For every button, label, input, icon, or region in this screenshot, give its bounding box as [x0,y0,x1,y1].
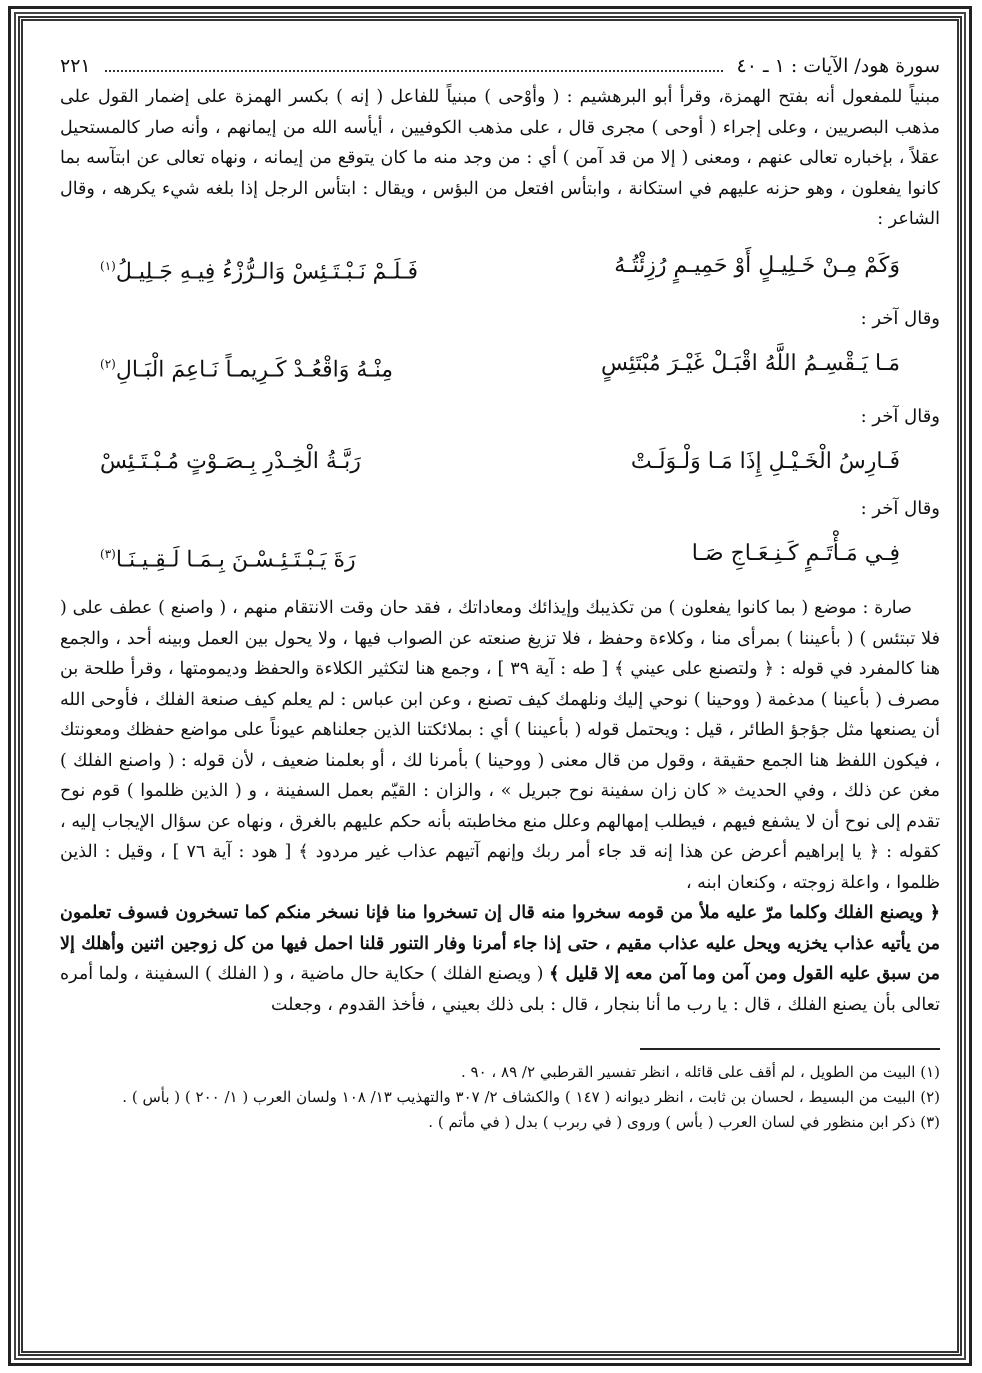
verse-4-intro: وقال آخر : [860,498,940,520]
header-dot-leader [105,70,723,72]
header-title: سورة هود/ الآيات : ١ ـ ٤٠ [736,55,940,77]
footnote-2: (٢) البيت من البسيط ، لحسان بن ثابت ، انظر ديوانه ( ١٤٧ ) والكشاف ٢/ ٣٠٧ والتهذيب ١٣/ ١٠٨ ولسان العرب ( ١/ ٢٠٠ ) ( بأس ) . [122,1088,940,1107]
verse-3-intro: وقال آخر : [860,406,940,428]
footnote-separator [640,1048,940,1050]
footnote-ref-3: (٣) [100,547,116,562]
footnote-ref-2: (٢) [100,356,116,371]
running-header [60,55,940,78]
quran-verse-bold: ﴿ ويصنع الفلك وكلما مرّ عليه ملأ من قومه سخروا منه قال إن تسخروا منا فإنا نسخر منكم كما تسخرون فسوف تعلمون من يأتيه عذاب يخزيه ويحل عليه عذاب مقيم ، حتى إذا جاء أمرنا وفار التنور قلنا احمل فيها من كل زوجين اثنين وأهلك إلا من سبق عليه القول ومن آمن وما آمن معه إلا قليل ﴾ [60,903,940,985]
page-number: ٢٢١ [60,55,91,77]
poem-verse-2 [100,347,900,387]
footnote-ref-1: (١) [100,258,116,273]
verse-4-first-hemistich: فِـي مَـأْتَـمٍ كَـنِـعَـاجِ صَـا [691,541,900,567]
verse-2-first-hemistich: مَـا يَـقْسِـمُ اللَّهُ اقْبَـلْ غَيْـرَ مُبْتَئِسٍ [600,350,900,376]
verse-1-second-hemistich: فَـلَـمْ نَـبْـتَـئِسْ وَالـرُّزْءُ فِيـهِ جَـلِيـلُ$^{(١)}$ [100,258,419,284]
poem-verse-3 [100,445,900,479]
footnote-1: (١) البيت من الطويل ، لم أقف على قائله ، انظر تفسير القرطبي ٢/ ٨٩ ، ٩٠ . [460,1063,940,1082]
verse-2-second-hemistich: مِنْـهُ وَاقْعُـدْ كَـرِيمـاً نَـاعِمَ الْبَـالِ$^{(٢)}$ [100,356,393,383]
verse-2-intro: وقال آخر : [860,307,940,329]
paragraph-1: مبنياً للمفعول أنه بفتح الهمزة، وقرأ أبو البرهشيم : ( وأوْحى ) مبنياً للفاعل ( إنه ) بكسر الهمزة على إضمار القول على مذهب البصريين ، وعلى إجراء ( أوحى ) مجرى قال ، على مذهب الكوفيين ، أيأسه الله من إيمانهم ، وأنه صار كالمستحيل عقلاً ، بإخباره تعالى عنهم ، ومعنى ( إلا من قد آمن ) أي : من وجد منه ما كان يتوقع من إيمانه ، ونهاه تعالى عن ابتآسه بما كانوا يفعلون ، وهو حزنه عليهم في استكانة ، وابتأس افتعل من البؤس ، ويقال : ابتأس الرجل إذا بلغه شيء يكرهه ، وقال الشاعر : [60,87,940,229]
footnotes [60,1060,940,1135]
verse-3-first-hemistich: فَـارِسُ الْخَـيْـلِ إِذَا مَـا وَلْـوَلَـتْ [630,449,900,475]
footnote-3: (٣) ذكر ابن منظور في لسان العرب ( بأس ) وروى ( في ربرب ) بدل ( في مأتم ) . [428,1113,940,1132]
verse-3-second-hemistich: رَبَّـةُ الْخِـدْرِ بِـصَـوْتٍ مُـبْـتَـئِسْ [100,449,361,475]
paragraph-3-tail: ( ويصنع الفلك ) حكاية حال ماضية ، و ( الفلك ) السفينة ، ولما أمره تعالى بأن يصنع الفلك ، قال : يا رب ما أنا بنجار ، قال : بلى ذلك بعيني ، فأخذ القدوم ، وجعلت [60,964,940,1015]
verse-1-first-hemistich: وَكَمْ مِـنْ خَـلِيـلٍ أَوْ حَمِيـمٍ رُزِئْتُـهُ [614,252,900,278]
verse-4-second-hemistich: رَةَ يَـبْـتَـئِـسْـنَ بِـمَـا لَـقِـيـنَـا$^{(٣)}$ [100,547,356,573]
book-page [60,55,940,1345]
poem-verse-4 [100,537,900,577]
poem-verse-1 [100,249,900,289]
paragraph-3 [60,898,940,1020]
paragraph-2: صارة : موضع ( بما كانوا يفعلون ) من تكذيبك وإيذائك ومعاداتك ، فقد حان وقت الانتقام منهم ، ( واصنع ) عطف على ( فلا تبتئس ) ( بأعيننا ) بمرأى منا ، وكلاءة وحفظ ، فلا تزيغ صنعته عن الصواب فيها ، ولا يحول بين العمل وبينه أحد ، والجمع هنا كالمفرد في قوله : ﴿ ولتصنع على عيني ﴾ [ طه : آية ٣٩ ] ، وجمع هنا لتكثير الكلاءة والحفظ وديمومتها ، وقرأ طلحة بن مصرف ( بأعينا ) مدغمة ( ووحينا ) نوحي إليك ونلهمك كيف تصنع ، وعن ابن عباس : لم يعلم كيف صنعة الفلك ، فأوحى الله أن يصنعها مثل جؤجؤ الطائر ، قيل : ويحتمل قوله ( بأعيننا ) أي : بملائكتنا الذين جعلناهم عيوناً على مواضع حفظك ومعونتك ، فيكون اللفظ هنا الجمع حقيقة ، وقول من قال معنى ( ووحينا ) بأمرنا لك ، أو بعلمنا ضعيف ، لأن قوله : ( واصنع الفلك ) مغن عن ذلك ، وفي الحديث « كان زان سفينة نوح جبريل » ، والزان : القيّم بعمل السفينة ، و ( الذين ظلموا ) قوم نوح تقدم إلى نوح أن لا يشفع فيهم ، فيطلب إمهالهم وعلل منع مخاطبته بأنه حكم عليهم بالغرق ، ونهاه عن سؤال الإيجاب إليه ، كقوله : ﴿ يا إبراهيم أعرض عن هذا إنه قد جاء أمر ربك وإنهم آتيهم عذاب غير مردود ﴾ [ هود : آية ٧٦ ] ، وقيل : الذين ظلموا ، واعلة زوجته ، وكنعان ابنه ، [60,598,940,893]
